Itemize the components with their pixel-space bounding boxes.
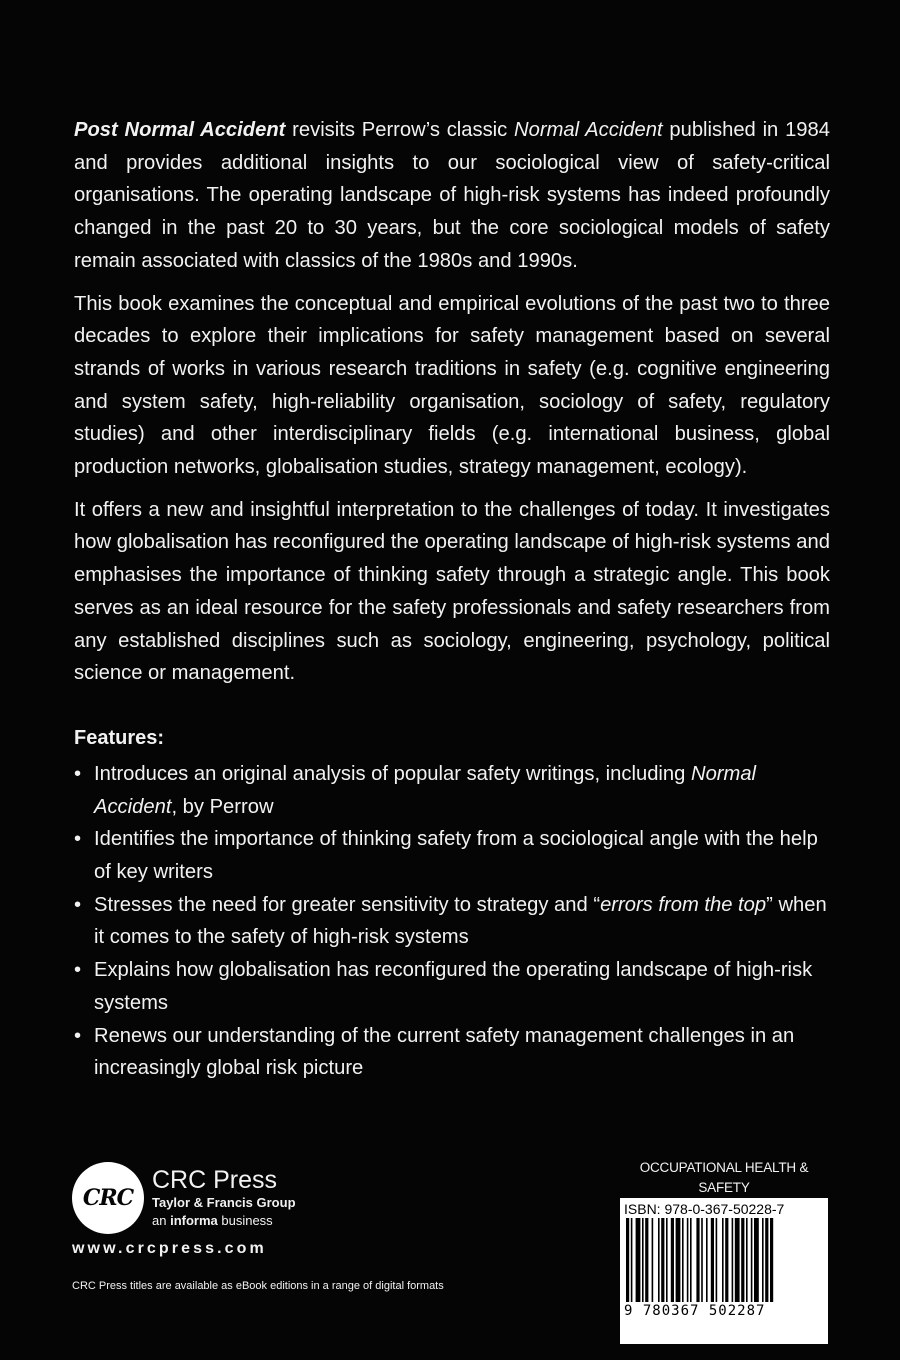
barcode-area: [620, 1158, 828, 1344]
feature-item: [74, 889, 830, 954]
informa-prefix: an: [152, 1213, 171, 1228]
feature-text: Explains how globalisation has reconfigured the operating landscape of high-risk systems: [94, 959, 813, 1014]
back-cover-blurb: [74, 114, 830, 1085]
blurb-paragraph-3: It offers a new and insightful interpretation to the challenges of today. It investigates how globalisation has reconfigured the operating landscape of high-risk systems and emphasises the importance of thinking safety through a strategic angle. This book serves as an ideal resource for the safety professionals and safety researchers from any established disciplines such as sociology, engineering, psychology, political science or management.: [74, 498, 830, 685]
isbn-text: ISBN: 978-0-367-50228-7: [624, 1201, 785, 1217]
publisher-group: Taylor & Francis Group: [152, 1195, 296, 1210]
crc-logo-icon: [72, 1162, 144, 1234]
feature-text: ” when it comes to the safety of high-risk systems: [94, 893, 827, 949]
feature-item: [74, 758, 830, 823]
feature-italic: errors from the top: [600, 893, 767, 916]
informa-bold: informa: [170, 1213, 218, 1228]
bullet-icon: •: [74, 828, 82, 851]
feature-text: , by Perrow: [171, 795, 274, 818]
barcode-box: [620, 1198, 828, 1344]
feature-italic: Normal Accident: [94, 762, 757, 818]
blurb-text: published in 1984 and provides additional insights to our sociological view of safety-critical organisations. The operating landscape of high-risk systems has indeed profoundly changed in the past 20 to 30 years, but the core sociological models of safety remain associated with classics of the 1980s and 1990s.: [74, 119, 830, 272]
ebook-note: CRC Press titles are available as eBook editions in a range of digital formats: [72, 1280, 444, 1292]
bullet-icon: •: [74, 1024, 82, 1047]
informa-suffix: business: [217, 1213, 273, 1228]
publisher-block: [72, 1162, 492, 1292]
feature-text: Introduces an original analysis of popular safety writings, including: [94, 762, 691, 785]
feature-text: Renews our understanding of the current safety management challenges in an increasingly global risk picture: [94, 1024, 795, 1080]
logo-text: CRC: [82, 1185, 134, 1211]
blurb-text: revisits Perrow’s classic: [285, 119, 515, 141]
feature-text: Stresses the need for greater sensitivity to strategy and “: [94, 893, 601, 916]
bullet-icon: •: [74, 959, 82, 982]
feature-item: [74, 1020, 830, 1085]
features-list: [74, 758, 830, 1085]
book-title: Post Normal Accident: [74, 119, 286, 141]
barcode-digits: 9 780367 502287: [624, 1302, 824, 1320]
publisher-info: [152, 1166, 296, 1230]
blurb-paragraph-2: This book examines the conceptual and empirical evolutions of the past two to three decades to explore their implications for safety management based on several strands of works in various research traditions in safety (e.g. cognitive engineering and system safety, high-reliability organisation, sociology of safety, regulatory studies) and other interdisciplinary fields (e.g. international business, global production networks, globalisation studies, strategy management, ecology).: [74, 292, 830, 479]
bullet-icon: •: [74, 893, 82, 916]
features-heading: Features:: [74, 726, 165, 749]
informa-line: [152, 1212, 296, 1230]
referenced-title: Normal Accident: [514, 119, 663, 141]
feature-item: [74, 823, 830, 888]
bullet-icon: •: [74, 762, 82, 785]
publisher-logo-row: [72, 1162, 492, 1234]
publisher-website[interactable]: www.crcpress.com: [72, 1240, 267, 1257]
feature-text: Identifies the importance of thinking safety from a sociological angle with the help of key writers: [94, 828, 818, 884]
feature-item: [74, 954, 830, 1019]
blurb-paragraph-1: [74, 114, 830, 278]
subject-category: OCCUPATIONAL HEALTH & SAFETY: [639, 1160, 809, 1195]
publisher-name: CRC Press: [152, 1166, 278, 1194]
